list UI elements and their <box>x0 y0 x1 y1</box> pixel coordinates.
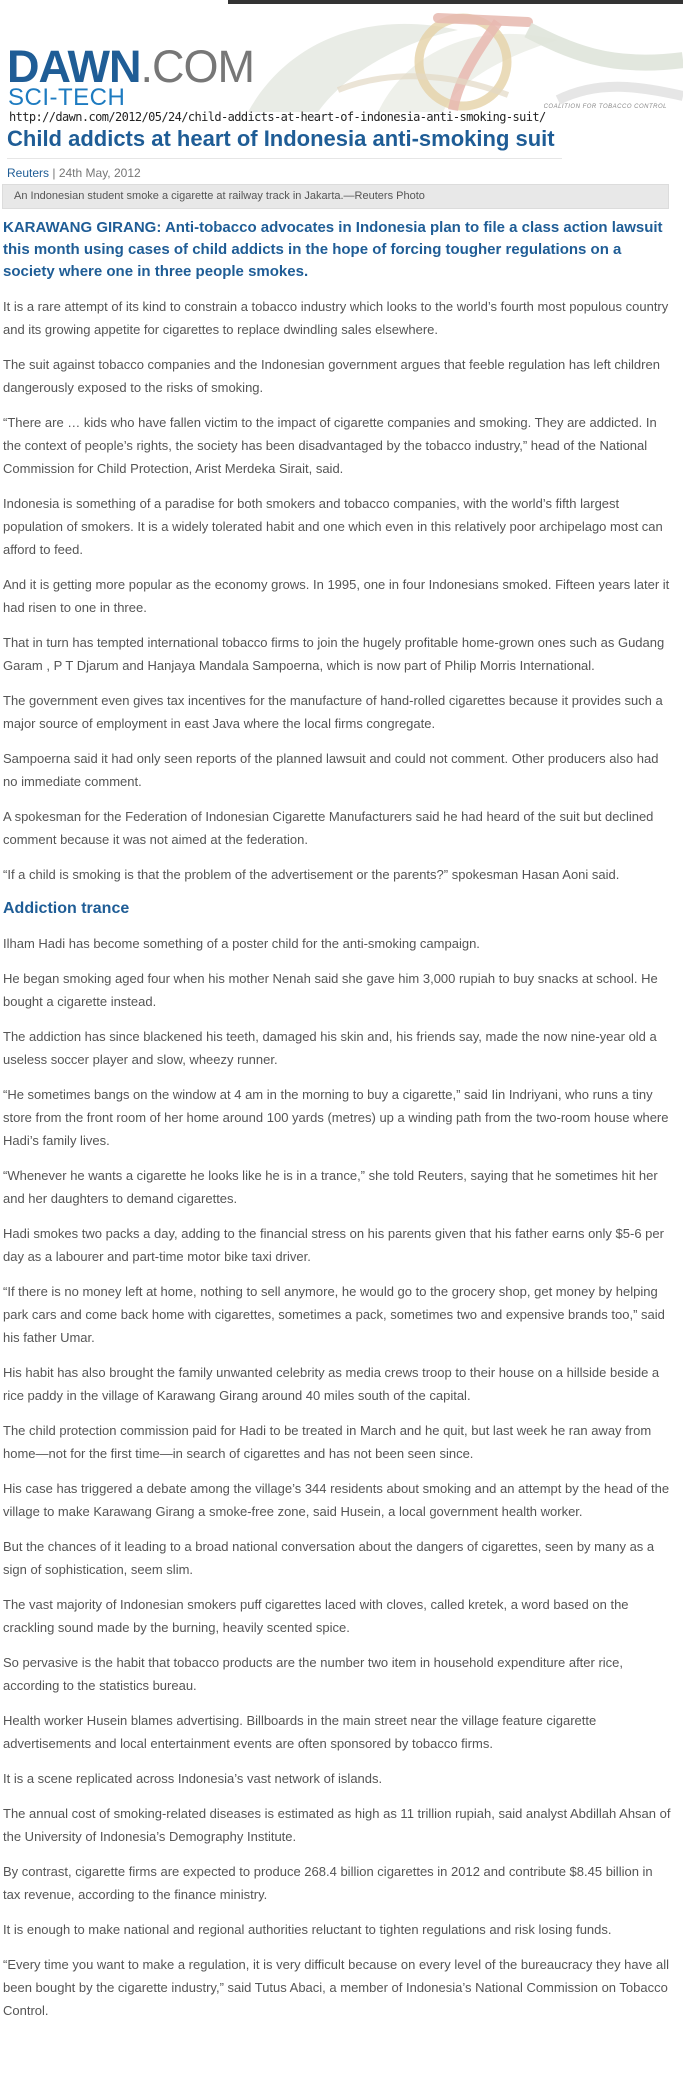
article-paragraph: The addiction has since blackened his teeth, damaged his skin and, his friends say, made the now nine-year old a useless soccer player and slow, wheezy runner. <box>3 1029 657 1067</box>
byline-separator: | <box>52 166 59 180</box>
article-paragraph: Sampoerna said it had only seen reports of the planned lawsuit and could not comment. Other producers also had no immediate comment. <box>3 751 659 789</box>
article-url[interactable]: http://dawn.com/2012/05/24/child-addicts-at-heart-of-indonesia-anti-smoking-suit/ <box>9 110 546 124</box>
byline-date: 24th May, 2012 <box>58 166 141 180</box>
site-logo[interactable] <box>7 41 254 92</box>
logo-dawn-text: DAWN <box>7 41 141 92</box>
article-paragraph: His habit has also brought the family unwanted celebrity as media crews troop to their house on a hillside beside a rice paddy in the village of Karawang Girang around 40 miles south of the capital. <box>3 1365 660 1403</box>
article-paragraph: “Whenever he wants a cigarette he looks like he is in a trance,” she told Reuters, saying that he sometimes hit her and her daughters to demand cigarettes. <box>3 1168 658 1206</box>
article-lead: KARAWANG GIRANG: Anti-tobacco advocates in Indonesia plan to file a class action lawsuit this month using cases of child addicts in the hope of forcing tougher regulations on a society where one in three people smokes. <box>3 219 663 280</box>
article-paragraph: “He sometimes bangs on the window at 4 am in the morning to buy a cigarette,” said Iin Indriyani, who runs a tiny store from the front room of her home around 100 yards (metres) up a winding path from the two-room house where Hadi’s family lives. <box>3 1087 669 1148</box>
photo-caption: An Indonesian student smoke a cigarette at railway track in Jakarta.—Reuters Photo <box>2 184 669 209</box>
article-paragraph: “There are … kids who have fallen victim to the impact of cigarette companies and smoking. They are addicted. In the context of people’s rights, the society has been disadvantaged by the tobacco industry,” head of the National Commission for Child Protection, Arist Merdeka Sirait, said. <box>3 415 657 476</box>
article-paragraphs-part-1 <box>3 295 671 886</box>
article-paragraph: Health worker Husein blames advertising. Billboards in the main street near the village feature cigarette advertisements and local entertainment events are often sponsored by tobacco firms. <box>3 1713 597 1751</box>
article-paragraph: The government even gives tax incentives for the manufacture of hand-rolled cigarettes because it provides such a major source of employment in east Java where the local firms congregate. <box>3 693 663 731</box>
logo-com-text: COM <box>152 41 254 92</box>
article-paragraph: But the chances of it leading to a broad national conversation about the dangers of cigarettes, seen by many as a sign of sophistication, seem slim. <box>3 1539 655 1577</box>
article-paragraph: His case has triggered a debate among the village’s 344 residents about smoking and an attempt by the head of the village to make Karawang Girang a smoke-free zone, said Husein, a local government health worker. <box>3 1481 670 1519</box>
article-paragraph: By contrast, cigarette firms are expected to produce 268.4 billion cigarettes in 2012 and contribute $8.45 billion in tax revenue, according to the finance ministry. <box>3 1864 653 1902</box>
article-paragraph: A spokesman for the Federation of Indonesian Cigarette Manufacturers said he had heard of the suit but declined comment because it was not aimed at the federation. <box>3 809 654 847</box>
article-paragraph: It is a rare attempt of its kind to constrain a tobacco industry which looks to the world’s fourth most populous country and its growing appetite for cigarettes to replace dwindling sales elsewhere. <box>3 299 669 337</box>
article-paragraph: It is a scene replicated across Indonesia’s vast network of islands. <box>3 1771 383 1786</box>
byline <box>7 166 141 180</box>
article-paragraph: The suit against tobacco companies and the Indonesian government argues that feeble regulation has left children dangerously exposed to the risks of smoking. <box>3 357 660 395</box>
article-paragraph: So pervasive is the habit that tobacco products are the number two item in household expenditure after rice, according to the statistics bureau. <box>3 1655 624 1693</box>
article-paragraph: “Every time you want to make a regulation, it is very difficult because on every level of the bureaucracy they have all been bought by the cigarette industry,” said Tutus Abaci, a member of Indonesia’s National Commission on Tobacco Control. <box>3 1957 669 2018</box>
section-label[interactable]: SCI-TECH <box>8 84 126 111</box>
article-paragraph: That in turn has tempted international tobacco firms to join the hugely profitable home-grown ones such as Gudang Garam , P T Djarum and Hanjaya Mandala Sampoerna, which is now part of Philip Morris International. <box>3 635 665 673</box>
article-body <box>3 217 671 2034</box>
site-header <box>0 0 683 125</box>
header-banner-artwork <box>228 0 683 112</box>
byline-source[interactable]: Reuters <box>7 166 50 180</box>
article-paragraph: The vast majority of Indonesian smokers puff cigarettes laced with cloves, called kretek, a word based on the crackling sound made by the burning, heavily scented spice. <box>3 1597 629 1635</box>
article-paragraph: The annual cost of smoking-related diseases is estimated as high as 11 trillion rupiah, said analyst Abdillah Ahsan of the University of Indonesia’s Demography Institute. <box>3 1806 671 1844</box>
article-paragraph: Indonesia is something of a paradise for both smokers and tobacco companies, with the world’s fifth largest population of smokers. It is a widely tolerated habit and one which even in this relatively poor archipelago most can afford to feed. <box>3 496 663 557</box>
banner-caption: COALITION FOR TOBACCO CONTROL <box>543 104 667 110</box>
byline-divider <box>7 158 562 159</box>
article-paragraph: The child protection commission paid for Hadi to be treated in March and he quit, but last week he ran away from home—not for the first time—in search of cigarettes and has not been seen since. <box>3 1423 652 1461</box>
article-paragraph: Ilham Hadi has become something of a poster child for the anti-smoking campaign. <box>3 936 480 951</box>
article-paragraph: And it is getting more popular as the economy grows. In 1995, one in four Indonesians smoked. Fifteen years later it had risen to one in three. <box>3 577 670 615</box>
article-paragraph: He began smoking aged four when his mother Nenah said she gave him 3,000 rupiah to buy snacks at school. He bought a cigarette instead. <box>3 971 658 1009</box>
article-paragraphs-part-2 <box>3 932 671 2022</box>
article-paragraph: “If there is no money left at home, nothing to sell anymore, he would go to the grocery shop, get money by helping park cars and come back home with cigarettes, sometimes a pack, sometimes two and expensive brands too,” said his father Umar. <box>3 1284 665 1345</box>
article-subheading: Addiction trance <box>3 900 130 917</box>
article-headline: Child addicts at heart of Indonesia anti-smoking suit <box>7 126 555 151</box>
article-paragraph: Hadi smokes two packs a day, adding to the financial stress on his parents given that his father earns only $5-6 per day as a labourer and part-time motor bike taxi driver. <box>3 1226 664 1264</box>
article-paragraph: “If a child is smoking is that the problem of the advertisement or the parents?” spokesman Hasan Aoni said. <box>3 867 620 882</box>
article-paragraph: It is enough to make national and regional authorities reluctant to tighten regulations and risk losing funds. <box>3 1922 612 1937</box>
logo-dot-text: . <box>140 41 152 92</box>
